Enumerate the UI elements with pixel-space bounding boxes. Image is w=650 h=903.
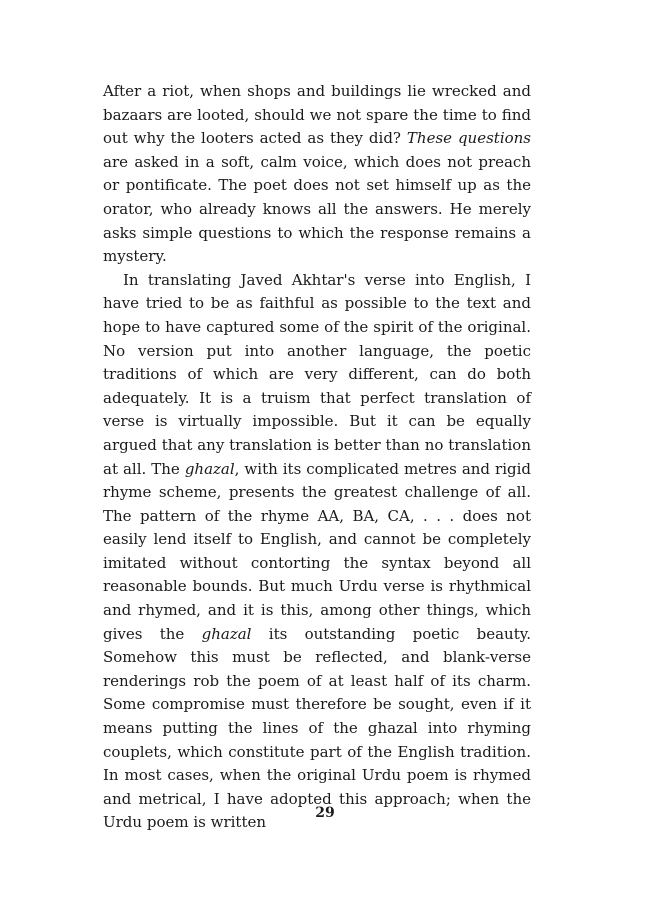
paragraph-1 <box>103 80 531 269</box>
italic-segment: ghazal <box>184 459 235 478</box>
text-segment: are asked in a soft, calm voice, which does not preach or pontificate. The poet does not set himself up as the orator, who already knows all the answers. He merely asks simple questions to which the response remains a mystery. <box>103 152 531 266</box>
italic-segment: ghazal <box>201 624 252 643</box>
page-number: 29 <box>315 805 335 821</box>
body-text <box>103 80 531 835</box>
paragraph-2 <box>103 269 531 835</box>
text-segment: its outstanding poetic beauty. Somehow this must be reflected, and blank-verse renderings rob the poem of at least half of its charm. Some compromise must therefore be sought, even if it means putting the lines of the ghazal into rhyming couplets, which constitute part of the English tradition. In most cases, when the original Urdu poem is rhymed and metrical, I have adopted this approach; when the Urdu poem is written <box>103 624 531 832</box>
text-segment: In translating Javed Akhtar's verse into English, I have tried to be as faithful as possible to the text and hope to have captured some of the spirit of the original. No version put into another language, the poetic traditions of which are very different, can do both adequately. It is a truism that perfect translation of verse is virtually impossible. But it can be equally argued that any translation is better than no translation at all. The <box>103 270 531 478</box>
text-segment: After a riot, when shops and buildings lie wrecked and bazaars are looted, should we not spare the time to find out why the looters acted as they did? <box>103 82 531 148</box>
text-segment: , with its complicated metres and rigid rhyme scheme, presents the greatest challenge of all. The pattern of the rhyme AA, BA, CA, . . . does not easily lend itself to English, and cannot be completely imitated without contorting the syntax beyond all reasonable bounds. But much Urdu verse is rhythmical and rhymed, and it is this, among other things, which gives the <box>103 459 532 643</box>
italic-segment: These questions <box>406 129 532 148</box>
